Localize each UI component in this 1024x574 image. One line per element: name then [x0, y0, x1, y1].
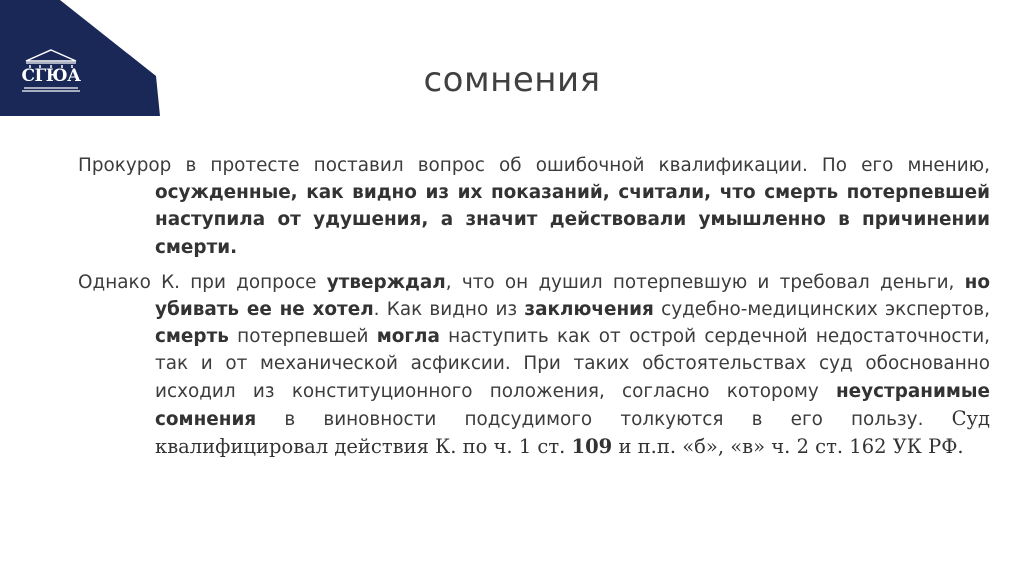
- court-qualification: Суд квалифицировал действия К. по ч. 1 ст. 109 и п.п. «б», «в» ч. 2 ст. 162 УК РФ.: [155, 406, 990, 459]
- slide-body: [78, 152, 990, 469]
- logo-text: СГЮА: [21, 66, 81, 86]
- paragraph-court-reasoning: Однако К. при допросе утверждал, что он душил потерпевшую и требовал деньги, но убивать ее не хотел. Как видно из заключения судебно-медицинских экспертов, смерть потерпевшей могла наступить как от острой сердечной недостаточности, так и от механической асфиксии. При таких обстоятельствах суд обоснованно исходил из конституционного положения, согласно которому неустранимые сомнения в виновности подсудимого толкуются в его пользу. Суд квалифицировал действия К. по ч. 1 ст. 109 и п.п. «б», «в» ч. 2 ст. 162 УК РФ.: [78, 271, 990, 459]
- slide-title: сомнения: [423, 60, 601, 100]
- paragraph-prosecutor-protest: Прокурор в протесте поставил вопрос об ошибочной квалификации. По его мнению, осужденные, как видно из их показаний, считали, что смерть потерпевшей наступила от удушения, а значит действовали умышленно в причинении смерти.: [78, 155, 990, 258]
